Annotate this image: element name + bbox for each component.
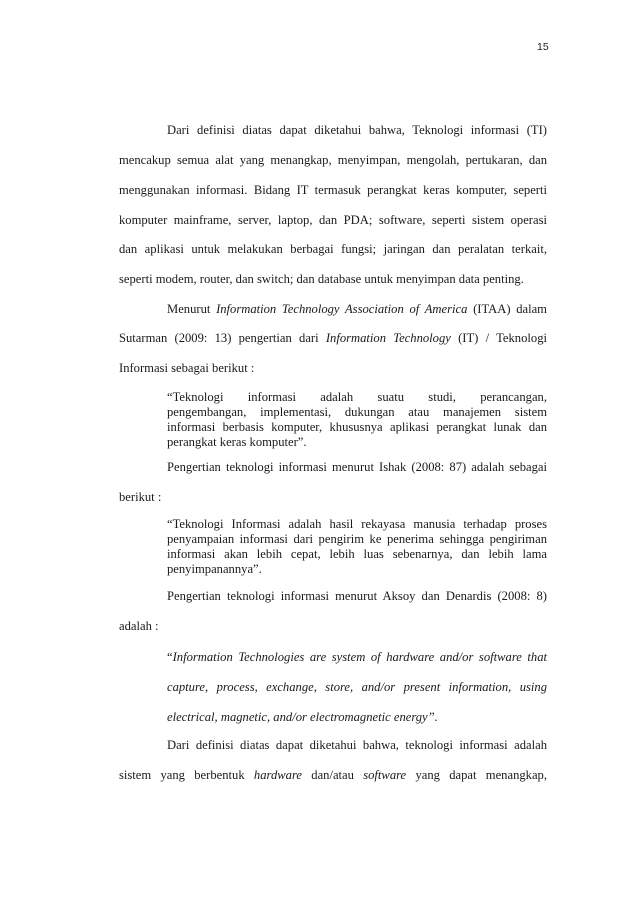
text-line: menggunakan informasi. Bidang IT termasuk perangkat keras komputer, seperti	[119, 183, 547, 197]
quote-line: capture, process, exchange, store, and/or present information, using	[167, 680, 547, 694]
page-number: 15	[537, 41, 549, 53]
text-line: Informasi sebagai berikut :	[119, 361, 255, 375]
text-line: Pengertian teknologi informasi menurut Ishak (2008: 87) adalah sebagai	[167, 460, 547, 474]
italic-term: Information Technology Association of America	[216, 302, 468, 316]
block-quote-2	[167, 517, 547, 577]
italic-term: hardware	[253, 768, 302, 782]
italic-term: software	[363, 768, 407, 782]
block-quote-1	[167, 390, 547, 450]
quote-line: electrical, magnetic, and/or electromagnetic energy”.	[167, 710, 438, 724]
italic-term: Information Technology	[325, 331, 451, 345]
quote-line: perangkat keras komputer”.	[167, 435, 307, 449]
text-line: Pengertian teknologi informasi menurut Aksoy dan Denardis (2008: 8)	[167, 589, 547, 603]
text-line: Dari definisi diatas dapat diketahui bahwa, teknologi informasi adalah	[167, 738, 547, 752]
quote-line: “Teknologi Informasi adalah hasil rekayasa manusia terhadap proses	[167, 517, 547, 531]
quote-line: “Teknologi informasi adalah suatu studi, perancangan,	[167, 390, 547, 404]
text-line: berikut :	[119, 490, 162, 504]
text-line: komputer mainframe, server, laptop, dan PDA; software, seperti sistem operasi	[119, 213, 547, 227]
quote-line: penyimpanannya”.	[167, 562, 262, 576]
text-line: mencakup semua alat yang menangkap, menyimpan, mengolah, pertukaran, dan	[119, 153, 547, 167]
text-line: sistem yang berbentuk hardware dan/atau software yang dapat menangkap,	[119, 768, 547, 782]
quote-line: informasi akan lebih cepat, lebih luas sebenarnya, dan lebih lama	[167, 547, 547, 561]
text-line: Menurut Information Technology Association of America (ITAA) dalam	[167, 302, 547, 316]
text-line: Sutarman (2009: 13) pengertian dari Information Technology (IT) / Teknologi	[119, 331, 547, 345]
text-line: Dari definisi diatas dapat diketahui bahwa, Teknologi informasi (TI)	[167, 123, 547, 137]
quote-line: informasi berbasis komputer, khususnya aplikasi perangkat lunak dan	[167, 420, 547, 434]
quote-line: pengembangan, implementasi, dukungan atau manajemen sistem	[167, 405, 547, 419]
quote-line: “Information Technologies are system of hardware and/or software that	[167, 650, 547, 664]
quote-line: penyampaian informasi dari pengirim ke penerima sehingga pengiriman	[167, 532, 547, 546]
text-line: adalah :	[119, 619, 159, 633]
text-line: seperti modem, router, dan switch; dan database untuk menyimpan data penting.	[119, 272, 524, 286]
text-line: dan aplikasi untuk melakukan berbagai fungsi; jaringan dan peralatan terkait,	[119, 242, 547, 256]
